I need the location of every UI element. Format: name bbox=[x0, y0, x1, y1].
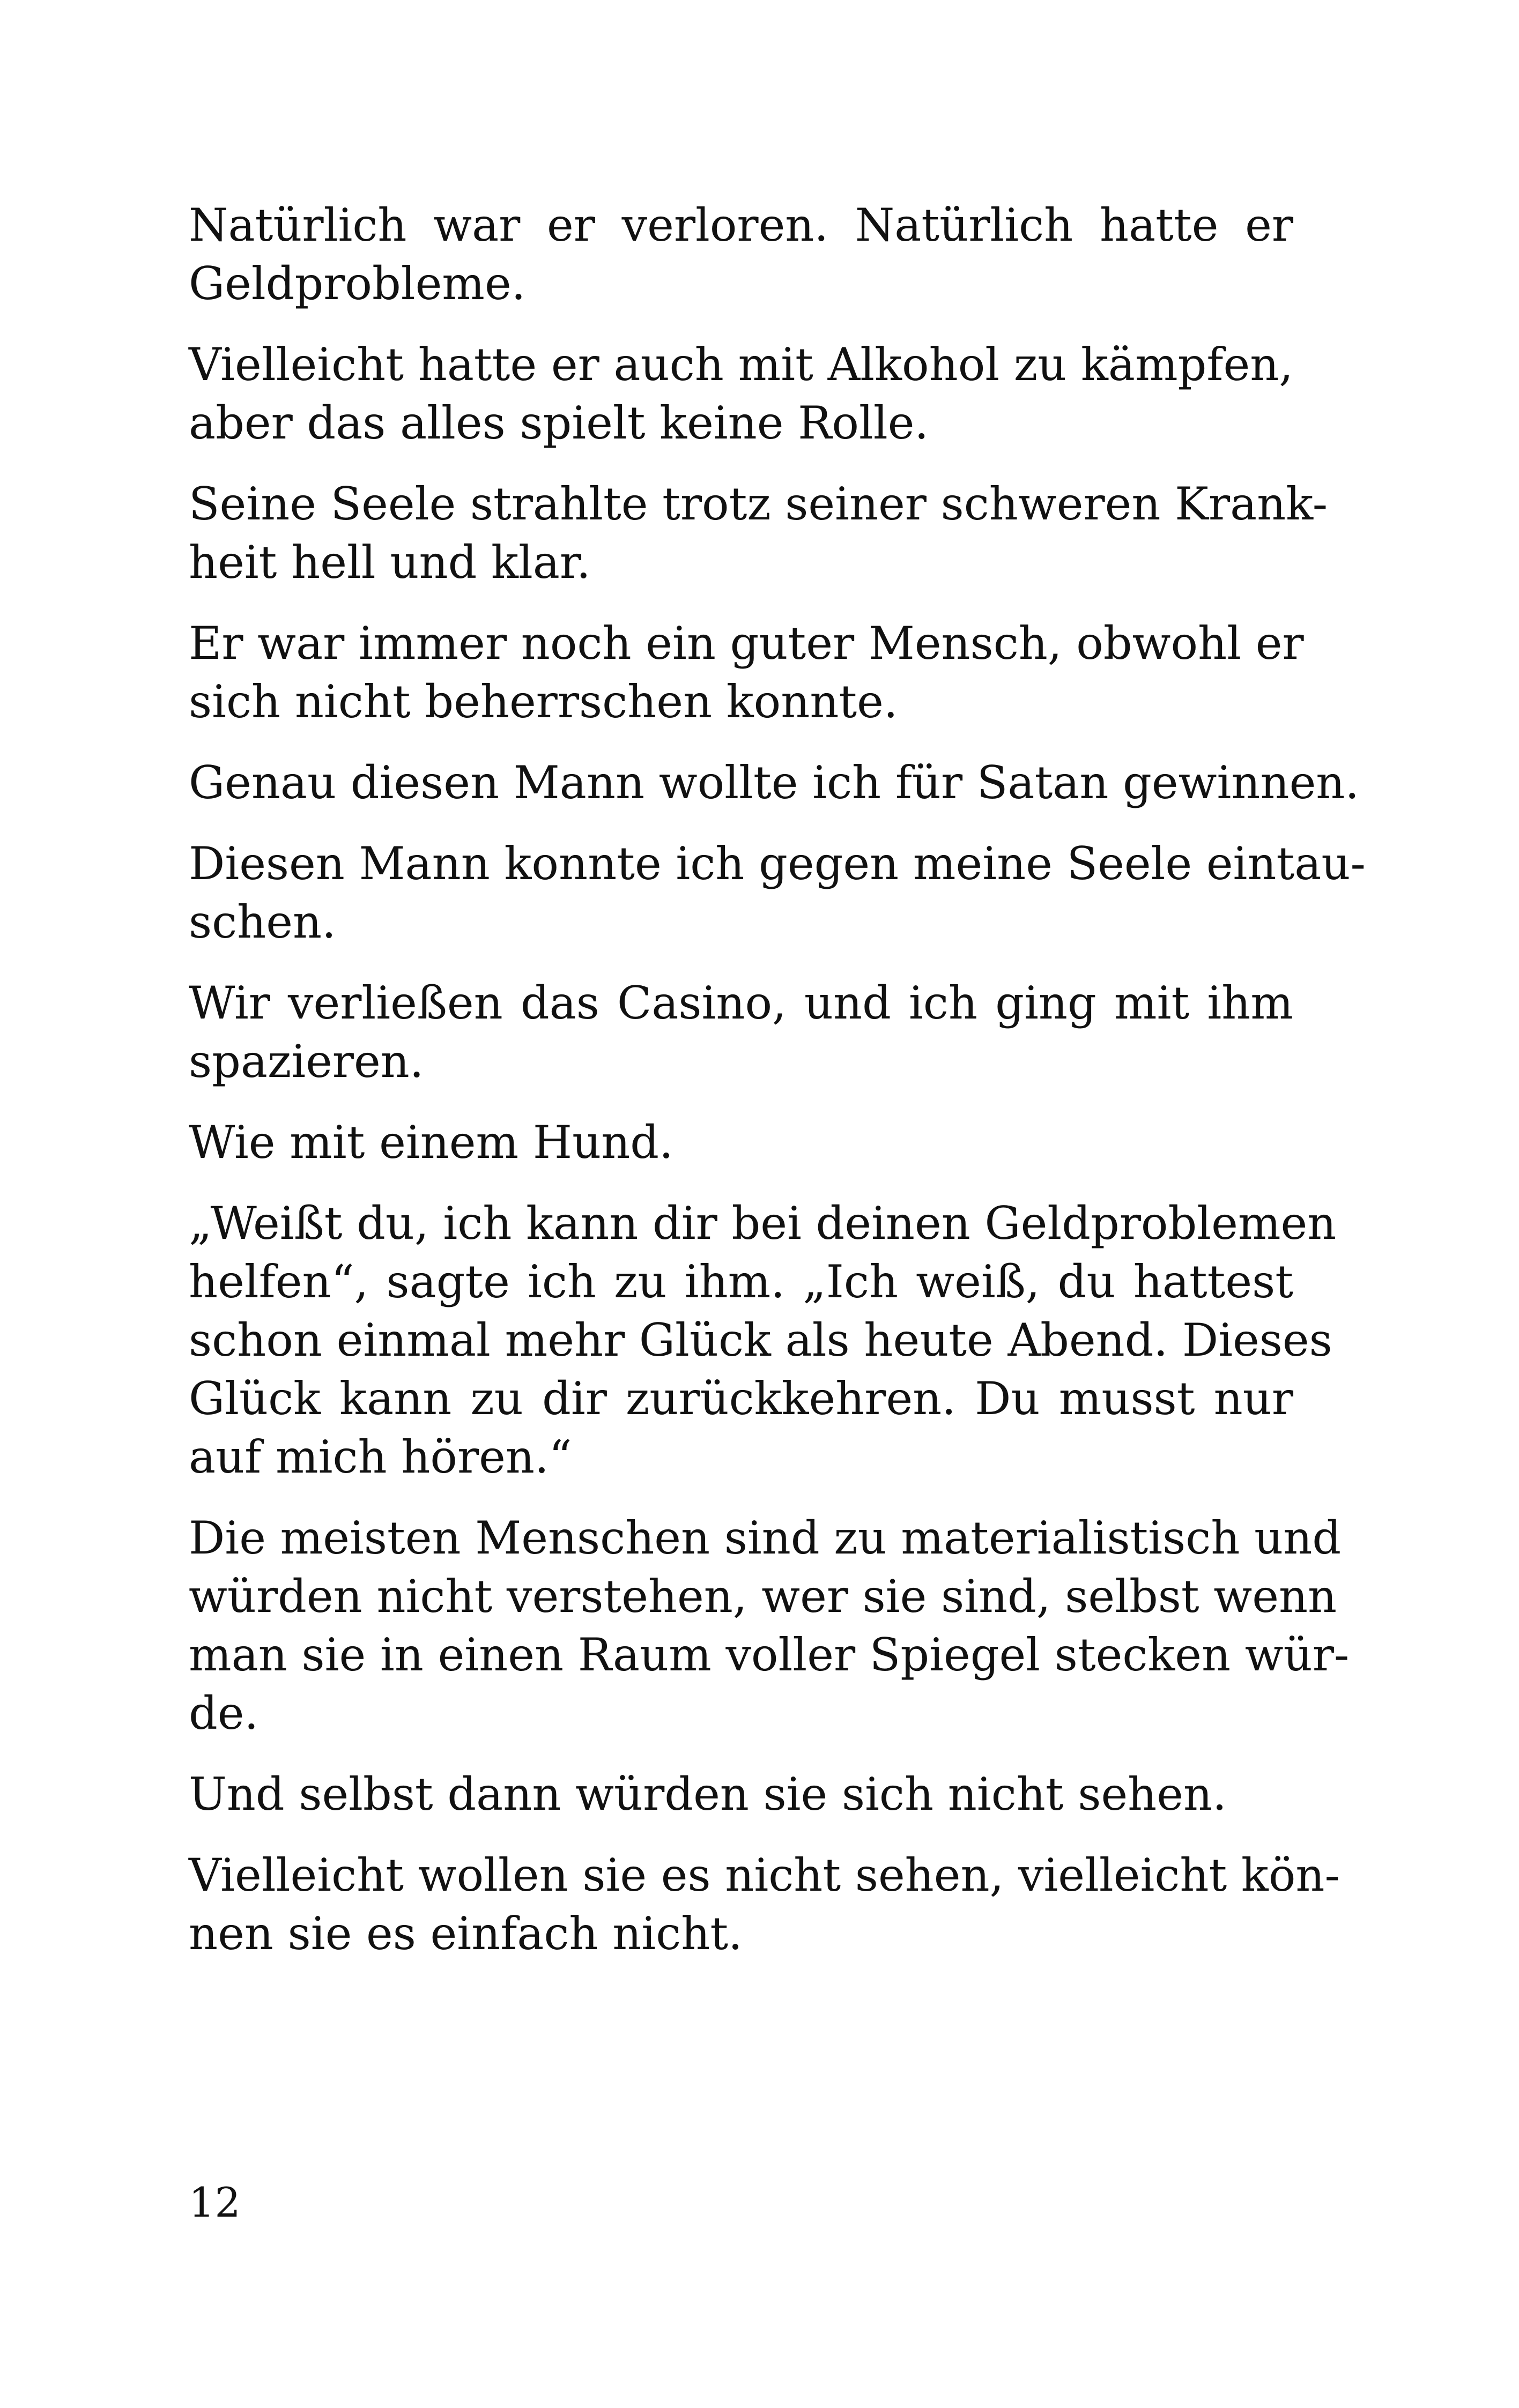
text-line: würden nicht verstehen, wer sie sind, selbst wenn bbox=[189, 1570, 1337, 1623]
text-line: Glück kann zu dir zurückkehren. Du musst nur bbox=[189, 1372, 1293, 1425]
text-line: schon einmal mehr Glück als heute Abend. Dieses bbox=[189, 1314, 1332, 1366]
text-line: auf mich hören.“ bbox=[189, 1431, 572, 1483]
text-line: aber das alles spielt keine Rolle. bbox=[189, 397, 929, 449]
body-text bbox=[189, 196, 1366, 1986]
text-line: schen. bbox=[189, 896, 336, 948]
text-line: man sie in einen Raum voller Spiegel stecken wür- bbox=[189, 1629, 1350, 1681]
text-line: Genau diesen Mann wollte ich für Satan gewinnen. bbox=[189, 756, 1360, 809]
text-line: Er war immer noch ein guter Mensch, obwohl er bbox=[189, 617, 1304, 670]
text-line: heit hell und klar. bbox=[189, 536, 591, 589]
paragraph bbox=[189, 196, 1293, 313]
paragraph bbox=[189, 1765, 1293, 1824]
text-line: Vielleicht wollen sie es nicht sehen, vielleicht kön- bbox=[189, 1849, 1340, 1901]
paragraph bbox=[189, 336, 1293, 452]
paragraph bbox=[189, 1194, 1337, 1487]
paragraph bbox=[189, 974, 1293, 1091]
text-line: Vielleicht hatte er auch mit Alkohol zu kämpfen, bbox=[189, 338, 1293, 391]
text-line: nen sie es einfach nicht. bbox=[189, 1907, 743, 1960]
text-line: helfen“, sagte ich zu ihm. „Ich weiß, du hattest bbox=[189, 1255, 1293, 1308]
paragraph bbox=[189, 1846, 1340, 1963]
paragraph bbox=[189, 475, 1328, 592]
paragraph bbox=[189, 835, 1366, 952]
text-line: Natürlich war er verloren. Natürlich hatte er bbox=[189, 199, 1293, 251]
text-line: sich nicht beherrschen konnte. bbox=[189, 675, 898, 728]
text-line: Seine Seele strahlte trotz seiner schweren Krank- bbox=[189, 478, 1328, 530]
text-line: Wir verließen das Casino, und ich ging mit ihm bbox=[189, 977, 1293, 1029]
paragraph bbox=[189, 1509, 1350, 1743]
paragraph bbox=[189, 754, 1360, 812]
text-line: spazieren. bbox=[189, 1035, 424, 1088]
text-line: de. bbox=[189, 1687, 259, 1740]
text-line: Wie mit einem Hund. bbox=[189, 1116, 673, 1169]
paragraph bbox=[189, 1113, 1293, 1172]
text-line: Diesen Mann konnte ich gegen meine Seele eintau- bbox=[189, 837, 1366, 890]
text-line: „Weißt du, ich kann dir bei deinen Geldproblemen bbox=[189, 1197, 1337, 1250]
text-line: Und selbst dann würden sie sich nicht sehen. bbox=[189, 1768, 1227, 1820]
text-line: Die meisten Menschen sind zu materialistisch und bbox=[189, 1512, 1342, 1564]
page-number: 12 bbox=[189, 2179, 241, 2226]
paragraph bbox=[189, 614, 1304, 731]
text-line: Geldprobleme. bbox=[189, 257, 526, 310]
